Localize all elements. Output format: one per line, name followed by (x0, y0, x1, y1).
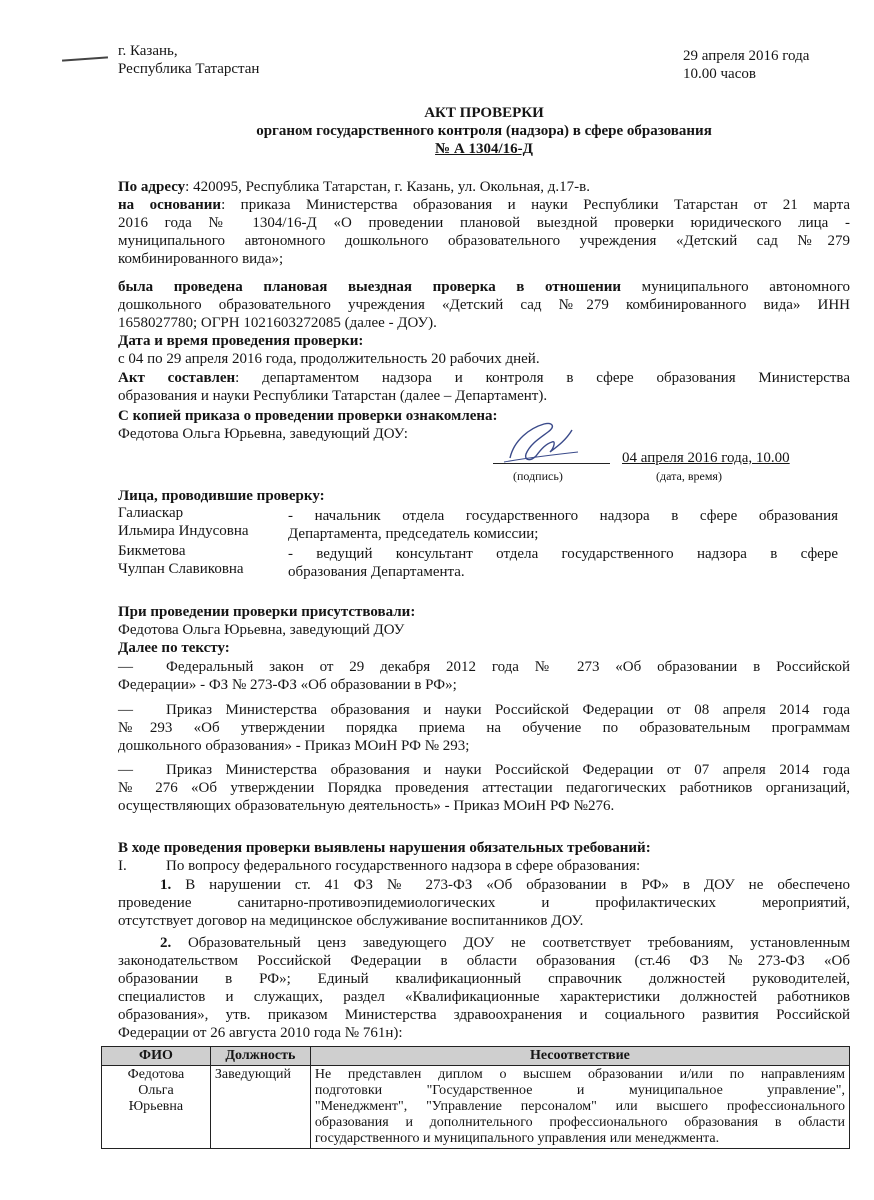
basis-label: на основании (118, 197, 222, 213)
basis-line-3: муниципального автономного дошкольного образовательного учреждения «Детский сад №279 (118, 233, 850, 249)
p1-line-1: 1. В нарушении ст. 41 ФЗ № 273-ФЗ «Об образовании в РФ» в ДОУ не обеспечено (160, 877, 850, 893)
p2-line-5: образования», утв. приказом Министерства здравоохранения и социального развития Российской (118, 1007, 850, 1023)
further-3-line-3: осуществляющих образовательную деятельность» - Приказ МОиН РФ №276. (118, 798, 615, 814)
section-number: I. (118, 858, 127, 874)
scan-mark (62, 56, 108, 61)
further-2-line-1: Приказ Министерства образования и науки Российской Федерации от 08 апреля 2014 года (166, 702, 850, 718)
p2-line-3: образовании в РФ»; Единый квалификационный справочник должностей руководителей, (118, 971, 850, 987)
doc-subtitle: органом государственного контроля (надзора) в сфере образования (256, 123, 712, 139)
acquainted-person: Федотова Ольга Юрьевна, заведующий ДОУ: (118, 426, 408, 442)
further-3-line-1: Приказ Министерства образования и науки Российской Федерации от 07 апреля 2014 года (166, 762, 850, 778)
inspector-2-role-1: - ведущий консультант отдела государственного надзора в сфере (288, 546, 838, 562)
inspector-1-name-1: Галиаскар (118, 505, 184, 521)
signature-line (493, 463, 610, 464)
header-position: Должность (210, 1047, 310, 1066)
header-date: 29 апреля 2016 года (683, 48, 810, 64)
drafted-line-1: Акт составлен: департаментом надзора и контроля в сфере образования Министерства (118, 370, 850, 386)
inspectors-label: Лица, проводившие проверку: (118, 488, 325, 504)
further-1-line-1: Федеральный закон от 29 декабря 2012 года № 273 «Об образовании в Российской (166, 659, 850, 675)
inspection-label: была проведена плановая выездная проверка в отношении (118, 279, 622, 295)
p2-number: 2. (160, 935, 172, 951)
inspection-line-1: была проведена плановая выездная проверка в отношении муниципального автономного (118, 279, 850, 295)
header-time: 10.00 часов (683, 66, 756, 82)
p2-line-2: законодательством Российской Федерации в области образования (ст.46 ФЗ №273-ФЗ «Об (118, 953, 850, 969)
further-3-dash: — (118, 762, 133, 778)
header-region: Республика Татарстан (118, 61, 260, 77)
inspection-line-2: дошкольного образовательного учреждения «Детский сад №279 комбинированного вида» ИНН (118, 297, 850, 313)
header-fio: ФИО (102, 1047, 211, 1066)
acquainted-label: С копией приказа о проведении проверки ознакомлена: (118, 408, 498, 424)
dates-value: с 04 по 29 апреля 2016 года, продолжительность 20 рабочих дней. (118, 351, 540, 367)
further-2-line-3: дошкольного образования» - Приказ МОиН РФ № 293; (118, 738, 470, 754)
p2-line-4: специалистов и служащих, раздел «Квалификационные характеристики должностей работников (118, 989, 850, 1005)
sign-date: 04 апреля 2016 года, 10.00 (622, 450, 790, 466)
basis-line-2: 2016 года № 1304/16-Д «О проведении плановой выездной проверки юридического лица - (118, 215, 850, 231)
address-line (118, 179, 590, 196)
address-label: По адресу (118, 179, 186, 195)
p2-line-6: Федерации от 26 августа 2010 года № 761н): (118, 1025, 403, 1041)
address-value: : 420095, Республика Татарстан, г. Казань, ул. Окольная, д.17-в. (185, 179, 590, 195)
inspector-2-name-1: Бикметова (118, 543, 186, 559)
doc-number: № А 1304/16-Д (435, 141, 533, 157)
violations-label: В ходе проведения проверки выявлены нарушения обязательных требований: (118, 840, 651, 856)
p1-line-3: отсутствует договор на медицинское обслуживание воспитанников ДОУ. (118, 913, 584, 929)
p1-line-2: проведение санитарно-противоэпидемиологических и профилактических мероприятий, (118, 895, 850, 911)
present-label: При проведении проверки присутствовали: (118, 604, 416, 620)
inspector-2-role-2: образования Департамента. (288, 564, 465, 580)
p2-line-1: 2. Образовательный ценз заведующего ДОУ не соответствует требованиям, установленным (160, 935, 850, 951)
further-label: Далее по тексту: (118, 640, 230, 656)
further-2-dash: — (118, 702, 133, 718)
further-1-dash: — (118, 659, 133, 675)
p1-number: 1. (160, 877, 172, 893)
table-row (102, 1066, 850, 1149)
further-2-line-2: №293 «Об утверждении порядка приема на обучение по образовательным программам (118, 720, 850, 736)
further-3-line-2: № 276 «Об утверждении Порядка проведения аттестации педагогических работников организаций, (118, 780, 850, 796)
header-issue: Несоответствие (310, 1047, 849, 1066)
caption-signature: (подпись) (513, 469, 563, 483)
nonconformity-table (101, 1046, 850, 1149)
inspector-1-role-1: - начальник отдела государственного надзора в сфере образования (288, 508, 838, 524)
cell-issue: Не представлен диплом о высшем образовании и/или по направлениям подготовки "Государственное и муниципальное управление", "Менеджмент", "Управление персоналом" или высшего профессионального образования и дополнительного профессионального образования в области государственного и муниципального управления или менеджмента. (310, 1066, 849, 1149)
inspection-line-3: 1658027780; ОГРН 1021603272085 (далее - ДОУ). (118, 315, 437, 331)
basis-line-4: комбинированного вида»; (118, 251, 284, 267)
drafted-label: Акт составлен (118, 370, 236, 386)
table-header-row (102, 1047, 850, 1066)
further-1-line-2: Федерации» - ФЗ № 273-ФЗ «Об образовании в РФ»; (118, 677, 457, 693)
inspector-1-name-2: Ильмира Индусовна (118, 523, 249, 539)
inspector-2-name-2: Чулпан Славиковна (118, 561, 244, 577)
header-city: г. Казань, (118, 43, 178, 59)
basis-line-1: на основании: приказа Министерства образования и науки Республики Татарстан от 21 марта (118, 197, 850, 213)
dates-label: Дата и время проведения проверки: (118, 333, 364, 349)
cell-position: Заведующий (210, 1066, 310, 1149)
drafted-line-2: образования и науки Республики Татарстан (далее – Департамент). (118, 388, 548, 404)
present-value: Федотова Ольга Юрьевна, заведующий ДОУ (118, 622, 405, 638)
doc-title: АКТ ПРОВЕРКИ (424, 105, 544, 121)
section-text: По вопросу федерального государственного надзора в сфере образования: (166, 858, 641, 874)
caption-date-time: (дата, время) (656, 469, 722, 483)
cell-fio: Федотова Ольга Юрьевна (102, 1066, 211, 1149)
inspector-1-role-2: Департамента, председатель комиссии; (288, 526, 539, 542)
